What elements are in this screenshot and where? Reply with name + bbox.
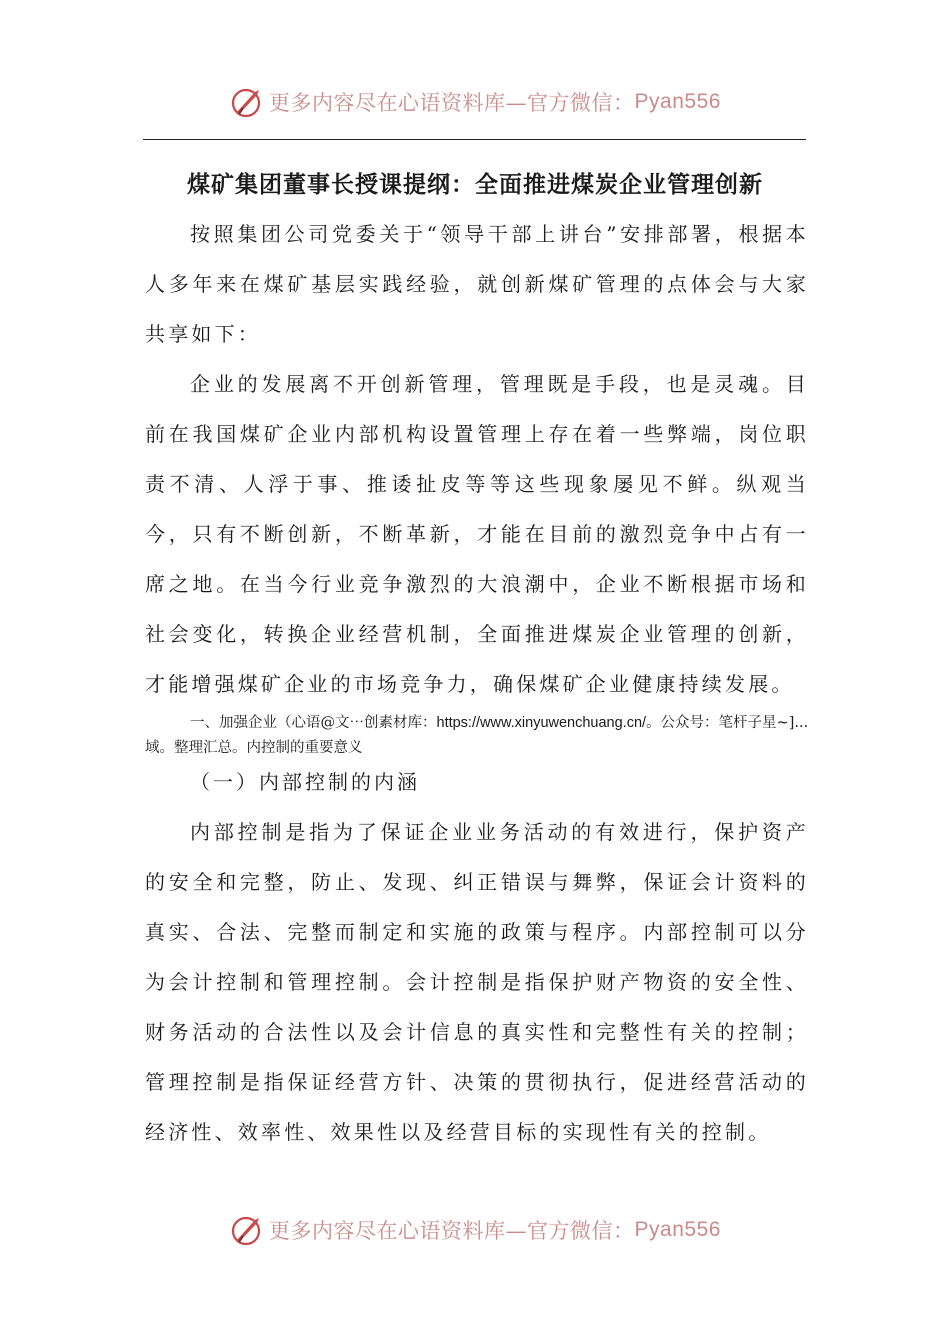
banner-text: 更多内容尽在心语资料库—官方微信：	[269, 1219, 635, 1243]
header-divider	[143, 139, 806, 140]
heading-text-post: 。公众号：笔杆子星~]...域。整理汇总。内控制的重要意义	[145, 715, 809, 756]
banner-brand: Pyan556	[634, 1218, 721, 1241]
banner-text: 更多内容尽在心语资料库—官方微信：	[269, 91, 635, 115]
document-body	[145, 209, 809, 1157]
section-heading-1	[145, 711, 809, 761]
paragraph-innovation: 企业的发展离不开创新管理，管理既是手段，也是灵魂。目前在我国煤矿企业内部机构设置管理上存在着一些弊端，岗位职责不清、人浮于事、推诿扯皮等等这些现象屡见不鲜。纵观当今，只有不断创新，不断革新，才能在目前的激烈竞争中占有一席之地。在当今行业竞争激烈的大浪潮中，企业不断根据市场和社会变化，转换企业经营机制，全面推进煤炭企业管理的创新，才能增强煤矿企业的市场竞争力，确保煤矿企业健康持续发展。	[145, 372, 809, 696]
quill-logo-icon	[229, 84, 265, 120]
footer-banner	[0, 1212, 950, 1248]
banner-brand: Pyan556	[634, 90, 721, 113]
heading-url: https://www.xinyuwenchuang.cn/	[436, 715, 647, 731]
paragraph-internal-control: 内部控制是指为了保证企业业务活动的有效进行，保护资产的安全和完整，防止、发现、纠正错误与舞弊，保证会计资料的真实、合法、完整而制定和实施的政策与程序。内部控制可以分为会计控制和管理控制。会计控制是指保护财产物资的安全性、财务活动的合法性以及会计信息的真实性和完整性有关的控制；管理控制是指保证经营方针、决策的贯彻执行，促进经营活动的经济性、效率性、效果性以及经营目标的实现性有关的控制。	[145, 820, 809, 1144]
document-title: 煤矿集团董事长授课提纲：全面推进煤炭企业管理创新	[187, 172, 763, 198]
quill-logo-icon	[229, 1212, 265, 1248]
heading-text-pre: 一、加强企业（心语@文⋯创素材库：	[190, 715, 437, 731]
paragraph-intro: 按照集团公司党委关于“领导干部上讲台”安排部署，根据本人多年来在煤矿基层实践经验，就创新煤矿管理的点体会与大家共享如下：	[145, 222, 809, 346]
header-banner	[0, 84, 950, 120]
subheading-1: （一）内部控制的内涵	[190, 770, 420, 794]
